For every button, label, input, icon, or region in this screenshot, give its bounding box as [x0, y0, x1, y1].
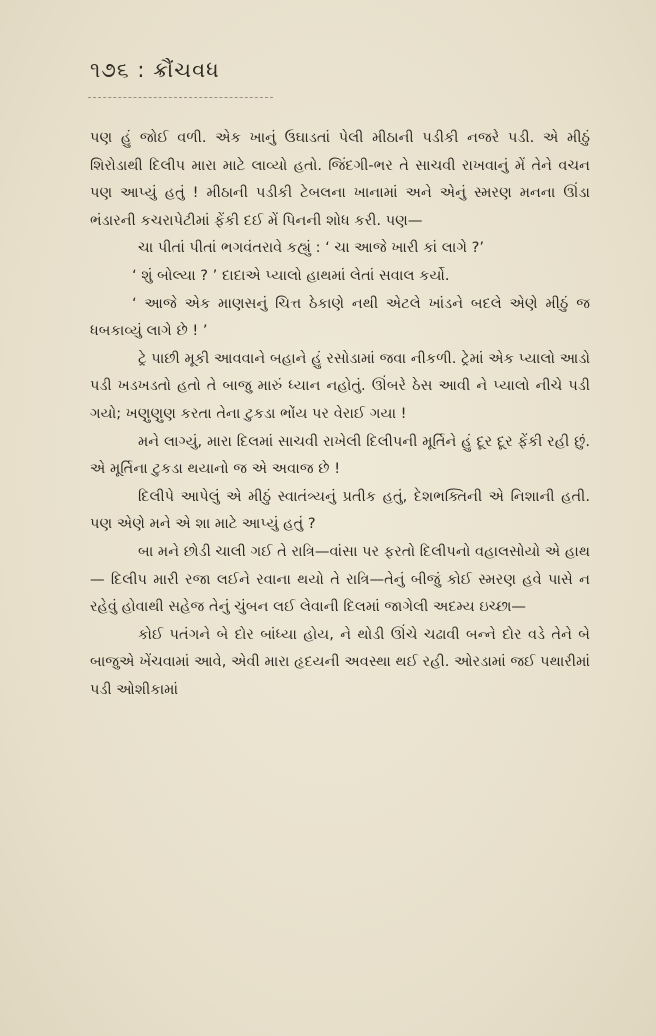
paragraph-3: ‘ શું બોલ્યા ? ’ દાદાએ પ્યાલો હાથમાં લેતાં સવાલ કર્યો.: [132, 266, 450, 284]
paragraph-6: મને લાગ્યું, મારા દિલમાં સાચવી રાખેલી દિલીપની મૂર્તિને હું દૂર દૂર ફેંકી રહી છું. એ મૂર્તિના ટુકડા થયાનો જ એ અવાજ છે !: [90, 432, 590, 478]
paragraph-9: કોઈ પતંગને બે દોર બાંધ્યા હોય, ને થોડી ઊંચે ચઢાવી બન્ને દોર વડે તેને બે બાજુએ ખેંચવામાં આવે, એવી મારા હૃદયની અવસ્થા થઈ રહી. ઓરડામાં જઈ પથારીમાં પડી ઓશીકામાં: [90, 625, 590, 698]
running-head-rule: [88, 91, 273, 98]
paragraph-2: ચા પીતાં પીતાં ભગવંતરાવે કહ્યું : ‘ ચા આજે ખારી કાં લાગે ?’: [138, 239, 485, 257]
body-text: [90, 124, 590, 703]
paragraph-7: દિલીપે આપેલું એ મીઠું સ્વાતંત્ર્યનું પ્રતીક હતું, દેશભક્તિની એ નિશાની હતી. પણ એણે મને એ શા માટે આપ્યું હતું ?: [90, 487, 590, 533]
paragraph-1: પણ હું જોઈ વળી. એક ખાનું ઉઘાડતાં પેલી મીઠાની પડીકી નજરે પડી. એ મીઠું શિરોડાથી દિલીપ મારા માટે લાવ્યો હતો. જિંદગી-ભર તે સાચવી રાખવાનું મેં તેને વચન પણ આપ્યું હતું ! મીઠાની પડીકી ટેબલના ખાનામાં અને એનું સ્મરણ મનના ઊંડા ભંડારની કચરાપેટીમાં ફેંકી દઈ મેં પિનની શોધ કરી. પણ—: [90, 129, 590, 229]
paragraph-4: ‘ આજે એક માણસનું ચિત્ત ઠેકાણે નથી એટલે ખાંડને બદલે એણે મીઠું જ ધબકાવ્યું લાગે છે ! ’: [90, 294, 590, 340]
running-head: ૧૭૬ : ક્રૌંચવધ: [90, 58, 220, 82]
paragraph-8: બા મને છોડી ચાલી ગઈ તે રાત્રિ—વાંસા પર ફરતો દિલીપનો વહાલસોયો એ હાથ— દિલીપ મારી રજા લઈને રવાના થયો તે રાત્રિ—તેનું બીજું કોઈ સ્મરણ હવે પાસે ન રહેવું હોવાથી સહેજ તેનું ચુંબન લઈ લેવાની દિલમાં જાગેલી અદમ્ય ઇચ્છા—: [90, 542, 591, 616]
paragraph-5: ટ્રે પાછી મૂકી આવવાને બહાને હું રસોડામાં જવા નીકળી. ટ્રેમાં એક પ્યાલો આડો પડી ખડખડતો હતો તે બાજુ મારું ધ્યાન નહોતું. ઊંબરે ઠેસ આવી ને પ્યાલો નીચે પડી ગયો; ખણુણુણ કરતા તેના ટુકડા ભોંય પર વેરાઈ ગયા !: [90, 349, 590, 422]
